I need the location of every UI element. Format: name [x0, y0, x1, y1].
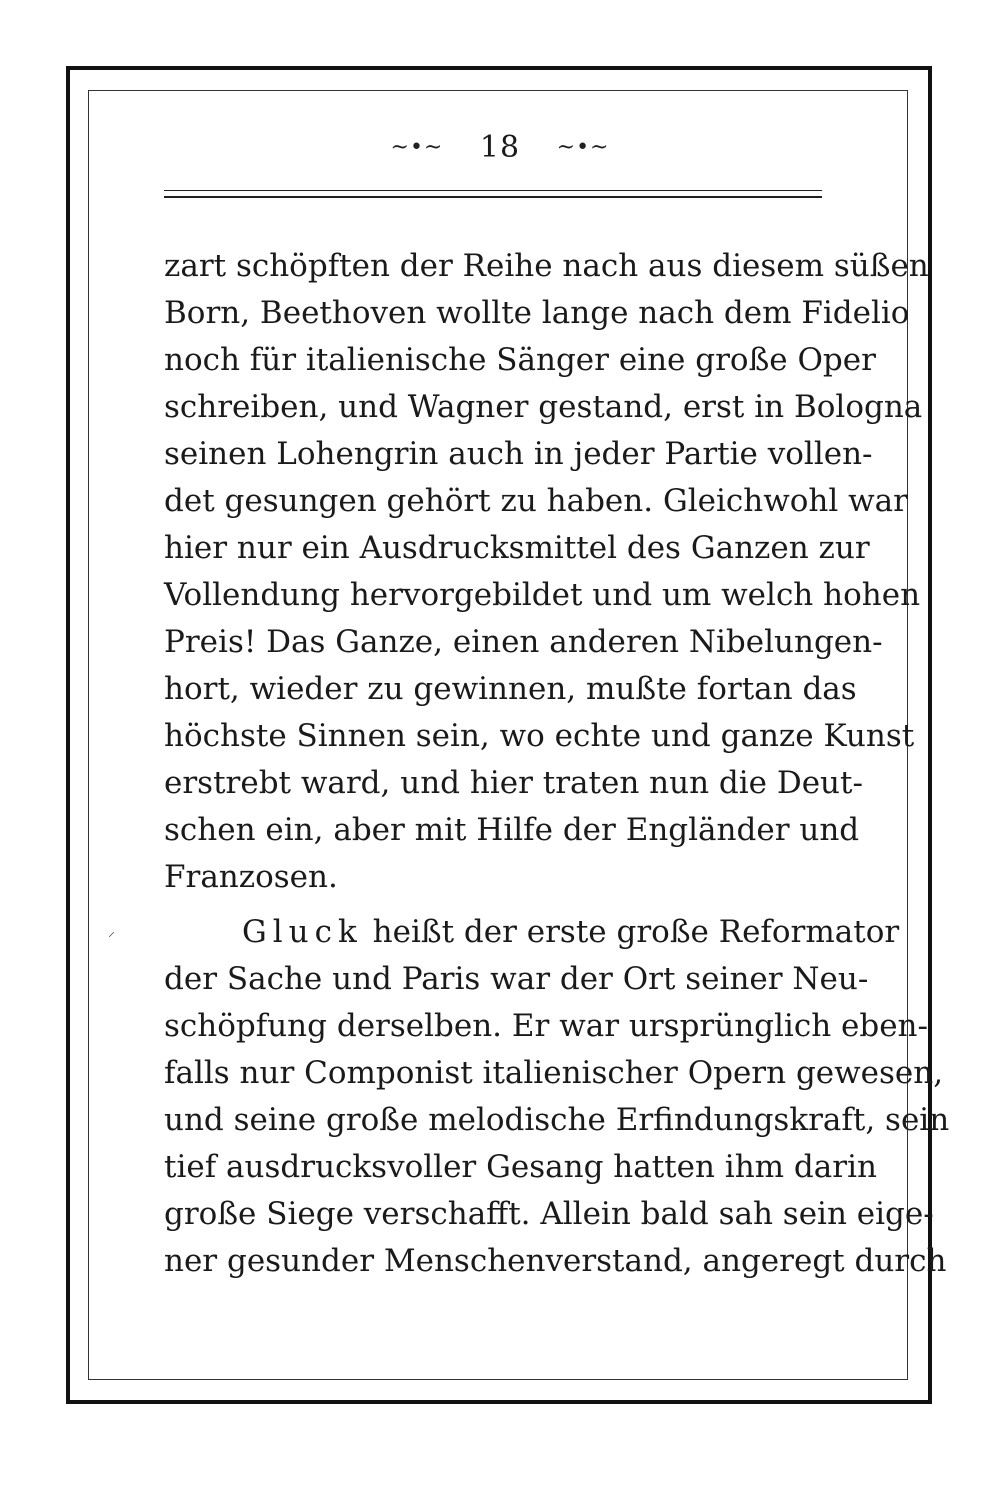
text-line: schöpfung derselben. Er war ursprünglich eben- — [164, 1008, 928, 1044]
text-line: falls nur Componist italienischer Opern gewesen, — [164, 1055, 944, 1091]
header-rule-thick — [164, 196, 822, 198]
text-line: und seine große melodische Erfindungskraft, sein — [164, 1102, 950, 1138]
emphasized-name: Gluck — [242, 914, 363, 950]
text-line: det gesungen gehört zu haben. Gleichwohl war — [164, 483, 908, 519]
text-line: Born, Beethoven wollte lange nach dem Fidelio — [164, 295, 910, 331]
page-header — [0, 128, 1000, 165]
text-line: schen ein, aber mit Hilfe der Engländer und — [164, 812, 860, 848]
text-line: Vollendung hervorgebildet und um welch hohen — [164, 577, 921, 613]
text-line: Franzosen. — [164, 859, 338, 895]
text-line: große Siege verschafft. Allein bald sah sein eige- — [164, 1196, 934, 1232]
text-line: schreiben, und Wagner gestand, erst in Bologna — [164, 389, 923, 425]
text-line: höchste Sinnen sein, wo echte und ganze Kunst — [164, 718, 915, 754]
margin-mark-icon: ⸝ — [108, 924, 115, 940]
paragraph-1 — [164, 243, 929, 901]
text-line: hort, wieder zu gewinnen, mußte fortan das — [164, 671, 857, 707]
ornament-right-icon: ~•~ — [556, 134, 610, 160]
text-line: zart schöpften der Reihe nach aus diesem süßen — [164, 248, 929, 284]
text-line: ner gesunder Menschenverstand, angeregt durch — [164, 1243, 947, 1279]
text-line — [164, 909, 900, 956]
body-text — [164, 243, 950, 1285]
paragraph-2 — [164, 909, 950, 1285]
text-line: erstrebt ward, und hier traten nun die Deut- — [164, 765, 863, 801]
text-line: hier nur ein Ausdrucksmittel des Ganzen zur — [164, 530, 870, 566]
text-line: Preis! Das Ganze, einen anderen Nibelungen- — [164, 624, 883, 660]
text-line: noch für italienische Sänger eine große Oper — [164, 342, 876, 378]
text-line: seinen Lohengrin auch in jeder Partie vollen- — [164, 436, 873, 472]
page-number: 18 — [479, 129, 521, 165]
ornament-left-icon: ~•~ — [390, 134, 444, 160]
text-line-rest: heißt der erste große Reformator — [362, 914, 900, 950]
header-rule-thin — [164, 190, 822, 191]
text-line: der Sache und Paris war der Ort seiner Neu- — [164, 961, 869, 997]
text-line: tief ausdrucksvoller Gesang hatten ihm darin — [164, 1149, 877, 1185]
